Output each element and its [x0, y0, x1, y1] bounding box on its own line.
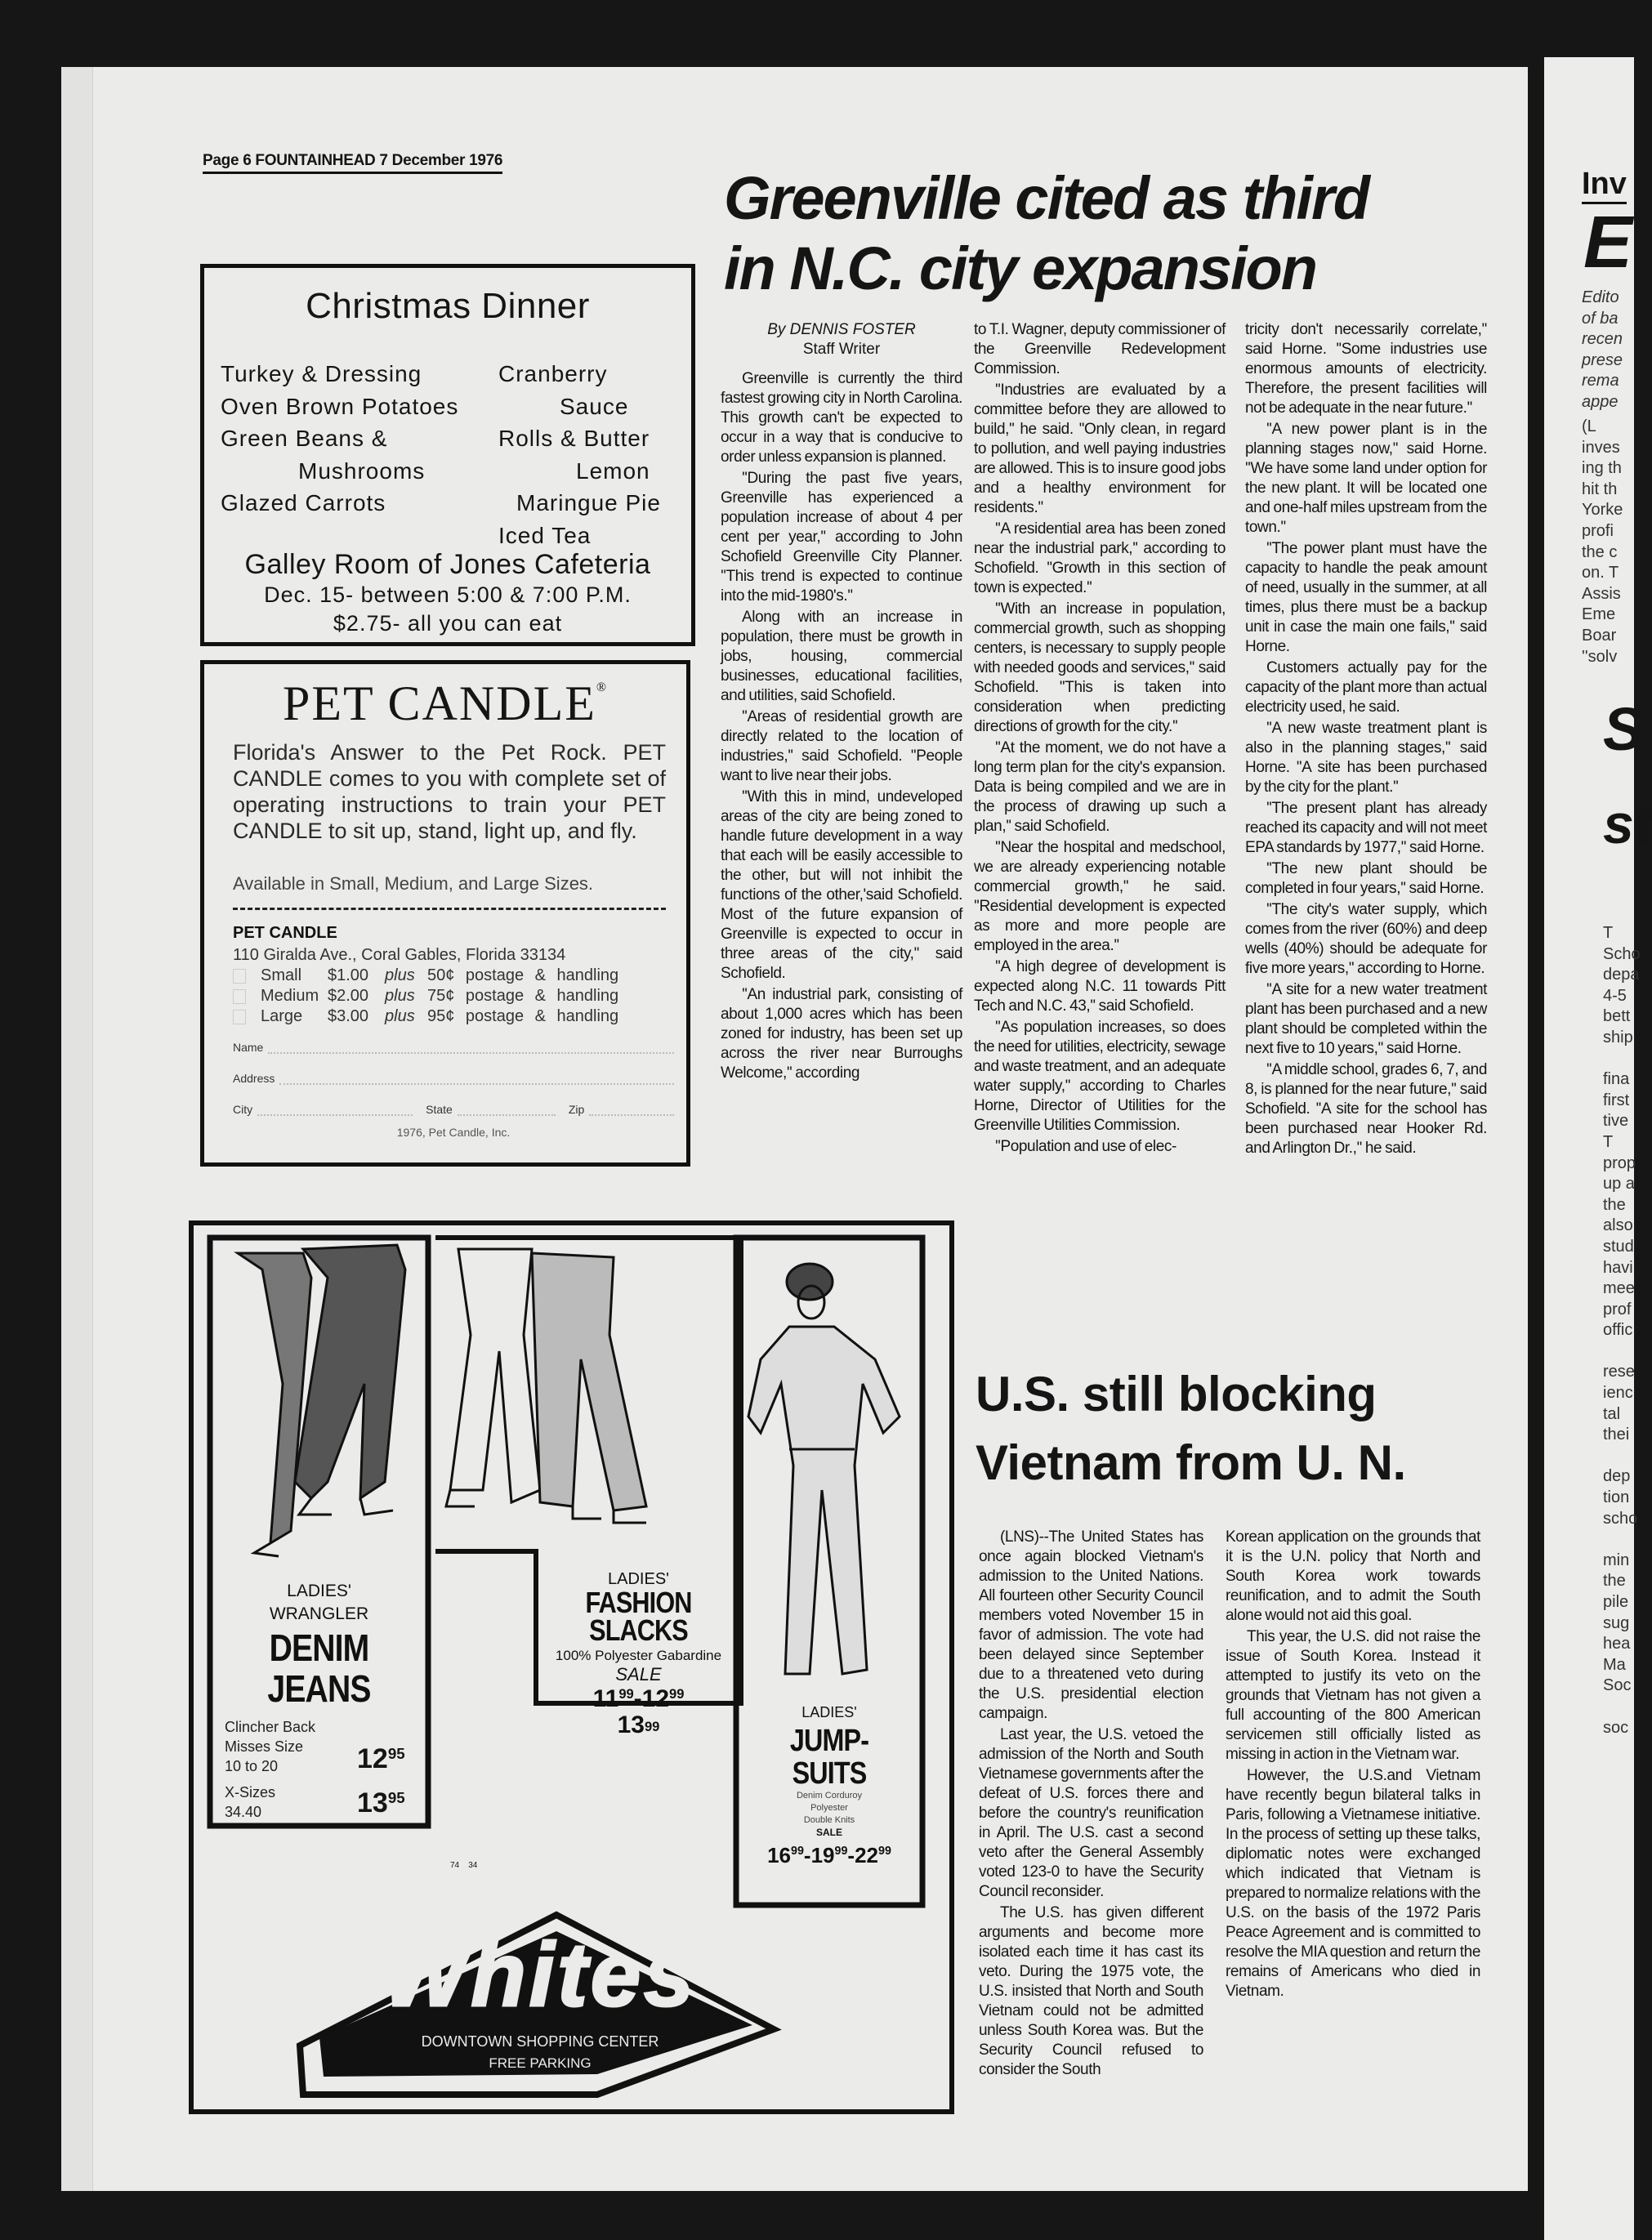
adjacent-page — [1544, 57, 1652, 2240]
menu-row — [221, 390, 686, 423]
text-fragment: bett — [1603, 1007, 1631, 1026]
price-cents: 95 — [387, 1789, 405, 1806]
postage-label: 95¢ postage & handling — [427, 1007, 619, 1025]
article-paragraph: This year, the U.S. did not raise the issue of South Korea. Instead it attempted to justify its veto on the grounds that Vietnam has not given a full accounting of the 800 American servicemen still officially listed as missing in action in the Vietnam war. — [1226, 1628, 1480, 1763]
article-paragraph: Along with an increase in population, there must be growth in jobs, housing, commercial businesses, educational facilities, and utilities, said Schofield. — [721, 609, 962, 704]
vietnam-column-2 — [1226, 1528, 1480, 2003]
field-label: City — [233, 1103, 253, 1116]
text-fragment: Soc — [1603, 1676, 1632, 1695]
greenville-column-1 — [721, 320, 962, 1085]
misses-line-3: 10 to 20 — [225, 1758, 279, 1774]
greenville-headline — [724, 163, 1459, 304]
text-fragment: Assis — [1582, 584, 1621, 603]
page-edge — [61, 67, 93, 2191]
menu-item: Cranberry — [498, 361, 608, 386]
size-option-medium[interactable] — [233, 987, 674, 1006]
price-dollars: 19 — [810, 1843, 835, 1867]
text-fragment: (L — [1582, 417, 1596, 435]
ad-sizes-note: Available in Small, Medium, and Large Sizes. — [233, 873, 594, 894]
byline-role: Staff Writer — [802, 341, 881, 358]
article-paragraph: ''Areas of residential growth are directly related to the location of industries,'' said Schofield. ''People want to live near their jobs. — [721, 708, 962, 784]
text-fragment: up a — [1603, 1175, 1635, 1194]
size-label: Large — [261, 1007, 303, 1025]
jumpsuit-line-1: LADIES' — [801, 1704, 857, 1720]
text-fragment: Yorke — [1582, 501, 1623, 520]
article-paragraph: ''The city's water supply, which comes from the river (60%) and deep wells (40%) should be adequate for five more years,'' according to Horne. — [1245, 901, 1487, 977]
whites-ad — [189, 1220, 954, 2114]
text-fragment: scho — [1603, 1509, 1638, 1528]
article-paragraph: ''With this in mind, undeveloped areas of the city are being zoned to handle future development in a way that each will be easily accessible to the other, but will not inhibit the functions of the other,'said Schofield. Most of the future expansion of Greenville is expected to occur in three areas of the city,'' said Schofield. — [721, 788, 962, 982]
text-fragment: hit th — [1582, 480, 1618, 498]
logo-marks: 74 34 — [450, 1861, 478, 1870]
text-fragment: on. T — [1582, 564, 1619, 582]
text-fragment: Ma — [1603, 1655, 1626, 1674]
vietnam-column-1 — [979, 1528, 1203, 2082]
jumpsuit-title-2: SUITS — [792, 1756, 867, 1791]
text-fragment: prop — [1603, 1153, 1636, 1172]
price-cents: 99 — [618, 1687, 634, 1702]
text-fragment — [1603, 1049, 1641, 1070]
menu-item: Lemon — [576, 457, 650, 484]
headline-line-1: U.S. still blocking — [976, 1367, 1377, 1421]
article-paragraph: ''A site for a new water treatment plant has been purchased and a new plant should be completed within the next five to 10 years,'' said Horne. — [1245, 981, 1487, 1057]
text-fragment: sug — [1603, 1613, 1630, 1632]
text-fragment: ship — [1603, 1028, 1633, 1046]
article-paragraph: ''Population and use of elec- — [995, 1138, 1176, 1155]
article-paragraph: tricity don't necessarily correlate,'' said Horne. ''Some industries use enormous amounts of electricity. Therefore, the present facilities will not be adequate in the near future.'' — [1245, 321, 1487, 417]
text-fragment: mee — [1603, 1279, 1635, 1298]
copyright: 1976, Pet Candle, Inc. — [396, 1126, 511, 1139]
checkbox[interactable] — [233, 969, 246, 984]
ad-time: Dec. 15- between 5:00 & 7:00 P.M. — [264, 582, 632, 607]
text-fragment: fina — [1603, 1070, 1630, 1089]
article-paragraph: Last year, the U.S. vetoed the admission of the North and South Vietnamese governments after the defeat of U.S. forces there and before the country's reunification in April. The U.S. cast a second veto after the General Assembly voted 123-0 to have the Security Council reconsider. — [979, 1726, 1203, 1900]
menu-row — [221, 487, 686, 520]
checkbox[interactable] — [233, 1010, 246, 1024]
text-fragment: of ba — [1582, 309, 1619, 328]
ad-title-text: PET CANDLE — [282, 676, 596, 730]
text-fragment: tion — [1603, 1488, 1630, 1507]
text-fragment — [1603, 1446, 1641, 1467]
jeans-line-1: LADIES' — [287, 1582, 351, 1600]
ad-title — [204, 676, 686, 732]
article-paragraph: ''The present plant has already reached its capacity and will not meet EPA standards by 1977,'' said Horne. — [1245, 800, 1487, 856]
adjacent-headline-2b: st — [1603, 793, 1652, 855]
price-cents: 99 — [669, 1687, 685, 1702]
article-paragraph: ''A new waste treatment plant is also in the planning stages,'' said Horne. ''A site has been purchased by the city for the plant.'' — [1245, 720, 1487, 796]
logo-tagline: DOWNTOWN SHOPPING CENTER — [421, 2033, 659, 2050]
menu-item: Glazed Carrots — [221, 490, 386, 515]
misses-line-2: Misses Size — [225, 1738, 304, 1755]
article-paragraph: Korean application on the grounds that it is the U.N. policy that North and South Korea work towards reunification, and to admit the South alone would not aid this goal. — [1226, 1528, 1480, 1624]
xsizes-line-1: X-Sizes — [225, 1784, 276, 1800]
text-fragment: inves — [1582, 438, 1620, 457]
postage-label: 75¢ postage & handling — [427, 987, 619, 1005]
misses-sizes — [225, 1717, 315, 1822]
ad-body: Florida's Answer to the Pet Rock. PET CANDLE comes to you with complete set of operating instructions to train your PET CANDLE to sit up, stand, light up, and fly. — [233, 740, 666, 843]
slacks-line-1: LADIES' — [608, 1570, 669, 1588]
text-fragment: pile — [1603, 1593, 1629, 1611]
page-folio: Page 6 FOUNTAINHEAD 7 December 1976 — [203, 152, 502, 174]
size-price: $3.00 — [328, 1007, 369, 1025]
price-dollars: 11 — [592, 1685, 619, 1712]
headline-line-2: Vietnam from U. N. — [976, 1435, 1406, 1490]
plus-label: plus — [385, 987, 415, 1005]
text-fragment: 4-5 — [1603, 986, 1627, 1005]
article-paragraph: ''A residential area has been zoned near the industrial park,'' according to Schofield. ''Growth in this section of town is expected.'' — [974, 520, 1226, 596]
jumpsuit-text — [736, 1704, 922, 1868]
address-field[interactable] — [233, 1072, 674, 1085]
field-label: State — [426, 1103, 453, 1116]
text-fragment: dep — [1603, 1467, 1631, 1486]
menu-row — [221, 520, 686, 552]
greenville-column-2 — [974, 320, 1226, 1158]
vietnam-headline — [976, 1360, 1547, 1497]
text-fragment: depa — [1603, 966, 1640, 984]
price-dollars: 12 — [357, 1743, 388, 1774]
article-paragraph: ''The power plant must have the capacity to handle the peak amount of need, usually in the summer, at all times, plus there must be a backup unit in case the main one fails,'' said Horne. — [1245, 540, 1487, 655]
name-field[interactable] — [233, 1041, 674, 1054]
jumpsuit-sale: SALE — [815, 1827, 842, 1838]
coupon-cut-line — [233, 908, 666, 910]
text-fragment: tal — [1603, 1404, 1621, 1423]
article-paragraph: ''A high degree of development is expected along N.C. 11 towards Pitt Tech and N.C. 43,'' said Schofield. — [974, 958, 1226, 1015]
text-fragment: soc — [1603, 1718, 1629, 1737]
text-fragment: stud — [1603, 1237, 1634, 1256]
whites-logo: Whites — [382, 1925, 698, 2025]
city-state-zip-field[interactable] — [233, 1103, 674, 1116]
adjacent-body-2 — [1603, 923, 1641, 1738]
text-fragment: rema — [1582, 372, 1619, 390]
plus-label: plus — [385, 1007, 415, 1025]
text-fragment — [1603, 1529, 1641, 1551]
text-fragment: ''solv — [1582, 647, 1618, 666]
order-form — [233, 924, 674, 1139]
text-fragment: first — [1603, 1091, 1630, 1109]
price-cents: 99 — [878, 1845, 891, 1858]
text-fragment: Eme — [1582, 605, 1616, 624]
text-fragment: Scho — [1603, 944, 1641, 963]
text-fragment: thei — [1603, 1426, 1630, 1444]
size-label: Medium — [261, 987, 319, 1005]
menu-item: Green Beans & — [221, 426, 388, 451]
menu-item: Maringue Pie — [516, 490, 661, 515]
slacks-price-alt — [536, 1713, 741, 1738]
article-paragraph: ''At the moment, we do not have a long term plan for the city's expansion. Data is being compiled and we are in the process of drawing up such a plan,'' said Schofield. — [974, 739, 1226, 835]
article-paragraph: ''The new plant should be completed in four years,'' said Horne. — [1245, 860, 1487, 897]
xsizes-line-2: 34.40 — [225, 1804, 262, 1820]
article-paragraph: ''During the past five years, Greenville has experienced a population increase of about 4 per cent per year,'' according to John Schofield Greenville City Planner. ''This trend is expected to continue into the mid-1980's.'' — [721, 470, 962, 605]
size-price: $1.00 — [328, 966, 369, 984]
text-fragment: Edito — [1582, 288, 1619, 306]
text-fragment: tive — [1603, 1112, 1629, 1131]
slacks-sale: SALE — [615, 1664, 662, 1684]
menu-item: Sauce — [560, 393, 629, 419]
greenville-column-3 — [1245, 320, 1487, 1160]
jeans-title-1: DENIM — [269, 1626, 369, 1669]
price-cents: 99 — [645, 1720, 660, 1734]
postage-label: 50¢ postage & handling — [427, 966, 619, 984]
jumpsuit-material-1: Denim Corduroy — [796, 1791, 863, 1800]
text-fragment: prese — [1582, 350, 1623, 369]
form-address: 110 Giralda Ave., Coral Gables, Florida 33134 — [233, 946, 566, 964]
misses-price — [357, 1743, 405, 1775]
field-label: Name — [233, 1041, 264, 1054]
text-fragment: havi — [1603, 1258, 1633, 1277]
byline-author: By DENNIS FOSTER — [767, 321, 916, 338]
price-dollars: 12 — [641, 1685, 670, 1712]
registered-mark: ® — [596, 680, 609, 694]
menu-item: Iced Tea — [498, 522, 592, 548]
slacks-title-2: SLACKS — [589, 1613, 688, 1647]
article-paragraph: ''A middle school, grades 6, 7, and 8, is planned for the near future,'' said Schofield. ''A site for the school has been purchased near Hooker Rd. and Arlington Dr.,'' he said. — [1245, 1061, 1487, 1157]
article-paragraph: (LNS)--The United States has once again blocked Vietnam's admission to the United Nations. All fourteen other Security Council members voted November 15 in favor of admission. The vote had been delayed since September due to a threatened veto during the U.S. presidential election campaign. — [979, 1528, 1203, 1722]
menu-row — [221, 422, 686, 455]
text-fragment: appe — [1582, 392, 1619, 411]
adjacent-headline-2a: S — [1603, 695, 1644, 763]
logo-parking: FREE PARKING — [489, 2055, 592, 2071]
ad-location: Galley Room of Jones Cafeteria — [244, 549, 651, 580]
jeans-line-2: WRANGLER — [269, 1604, 369, 1623]
price-cents: 95 — [387, 1745, 405, 1762]
price-cents: 99 — [834, 1845, 848, 1858]
article-paragraph: ''As population increases, so does the need for utilities, electricity, sewage and waste treatment, and an adequate water supply,'' according to Charles Horne, Director of Utilities for the Greenville Utilities Commission. — [974, 1019, 1226, 1134]
text-fragment: ienc — [1603, 1384, 1633, 1403]
slacks-material: 100% Polyester Gabardine — [555, 1648, 722, 1663]
adjacent-intro — [1582, 288, 1623, 413]
article-paragraph: ''Industries are evaluated by a committee before they are allowed to build,'' he said. ''Only clean, in regard to pollution, and well paying industries are allowed. This is to insure good jobs and a healthy environment for residents.'' — [974, 382, 1226, 516]
text-fragment — [1603, 1341, 1641, 1363]
article-paragraph: ''Near the hospital and medschool, we are already experiencing notable commercial growth,'' he said. ''Residential development is expected as more and more people are employed in the area.'' — [974, 839, 1226, 954]
article-paragraph: However, the U.S.and Vietnam have recently begun bilateral talks in Paris, following a Vietnamese initiative. In the process of setting up these talks, diplomatic notes were exchanged which indicated that Vietnam is prepared to normalize relations with the U.S. on the basis of the 1972 Paris Peace Agreement and is committed to resolve the MIA question and return the remains of Americans who died in Vietnam. — [1226, 1767, 1480, 2000]
text-fragment: profi — [1582, 521, 1614, 540]
price-cents: 99 — [791, 1845, 804, 1858]
plus-label: plus — [385, 966, 415, 984]
price-dollars: 16 — [767, 1843, 791, 1867]
jumpsuit-title-1: JUMP- — [789, 1724, 869, 1758]
text-fragment: the — [1603, 1572, 1626, 1591]
slacks-price-range: $11^{99}-12^{99}$ — [592, 1685, 685, 1712]
article-paragraph: to T.I. Wagner, deputy commissioner of the Greenville Redevelopment Commission. — [974, 321, 1226, 377]
pet-candle-ad — [200, 660, 690, 1167]
slacks-title-1: FASHION — [585, 1586, 692, 1619]
text-fragment: also — [1603, 1216, 1633, 1235]
size-option-small[interactable] — [233, 966, 674, 985]
text-fragment: the c — [1582, 542, 1618, 561]
field-label: Address — [233, 1072, 275, 1085]
byline — [721, 320, 962, 359]
size-option-large[interactable] — [233, 1007, 674, 1026]
christmas-dinner-ad — [200, 264, 695, 646]
text-fragment — [1603, 1697, 1641, 1718]
jeans-text — [210, 1582, 428, 1709]
checkbox[interactable] — [233, 989, 246, 1004]
article-paragraph: The U.S. has given different arguments and become more isolated each time it has cast its veto. During the 1975 vote, the U.S. insisted that North and South Vietnam could not be admitted unless South Korea was. But the Security Council refused to consider the South — [979, 1904, 1203, 2078]
jeans-title-2: JEANS — [267, 1667, 371, 1710]
text-fragment: offic — [1603, 1321, 1633, 1340]
menu-row — [221, 455, 686, 488]
jumpsuit-material-3: Double Knits — [803, 1815, 855, 1825]
menu-item: Rolls & Butter — [498, 426, 650, 451]
misses-line-1: Clincher Back — [225, 1719, 316, 1735]
price-dollars: 22 — [855, 1843, 878, 1867]
article-paragraph: ''A new power plant is in the planning stages now,'' said Horne. ''We have some land under option for the new plant. It will be located one and one-half miles upstream from the town.'' — [1245, 421, 1487, 536]
text-fragment: ing th — [1582, 459, 1622, 478]
form-company: PET CANDLE — [233, 924, 337, 942]
article-paragraph: ''With an increase in population, commercial growth, such as shopping centers, is necessary to supply people with needed goods and services,'' said Schofield. ''This is taken into consideration when predicting directions of growth for the city.'' — [974, 600, 1226, 735]
article-paragraph: Customers actually pay for the capacity of the plant more than actual electricity used, he said. — [1245, 659, 1487, 716]
menu-list — [221, 358, 686, 551]
slacks-text — [536, 1570, 741, 1738]
article-paragraph: ''An industrial park, consisting of about 1,000 acres which has been zoned for industry, has been set up across the river near Burroughs Welcome,'' according — [721, 986, 962, 1082]
adjacent-kicker: Inv — [1582, 167, 1627, 204]
jumpsuit-price-range: $16^{99}-19^{99}-22^{99}$ — [767, 1843, 891, 1867]
price-dollars: 13 — [617, 1711, 645, 1738]
adjacent-body-1 — [1582, 417, 1623, 667]
menu-row — [221, 358, 686, 390]
headline-line-2: in N.C. city expansion — [724, 234, 1316, 302]
ad-title: Christmas Dinner — [306, 286, 590, 326]
size-price: $2.00 — [328, 987, 369, 1005]
text-fragment: the — [1603, 1195, 1626, 1214]
price-dollars: 13 — [357, 1787, 388, 1818]
menu-item: Mushrooms — [298, 457, 426, 484]
text-fragment: T — [1603, 924, 1614, 942]
text-fragment: recen — [1582, 330, 1623, 349]
text-fragment: Boar — [1582, 626, 1617, 645]
jumpsuit-material-2: Polyester — [810, 1803, 848, 1813]
ad-price: $2.75- all you can eat — [333, 611, 563, 636]
text-fragment: prof — [1603, 1300, 1632, 1319]
menu-item: Turkey & Dressing — [221, 361, 422, 386]
headline-line-1: Greenville cited as third — [724, 164, 1368, 232]
size-label: Small — [261, 966, 302, 984]
text-fragment: min — [1603, 1551, 1630, 1569]
field-label: Zip — [568, 1103, 585, 1116]
menu-item: Oven Brown Potatoes — [221, 393, 459, 419]
text-fragment: rese — [1603, 1363, 1635, 1381]
adjacent-headline: E — [1583, 202, 1633, 283]
text-fragment: T — [1603, 1132, 1614, 1151]
article-paragraph: Greenville is currently the third fastest growing city in North Carolina. This growth can't be expected to occur in a way that is conducive to order unless expansion is planned. — [721, 370, 962, 466]
text-fragment: hea — [1603, 1635, 1631, 1653]
menu-item — [221, 520, 498, 552]
xsizes-price — [357, 1787, 405, 1819]
